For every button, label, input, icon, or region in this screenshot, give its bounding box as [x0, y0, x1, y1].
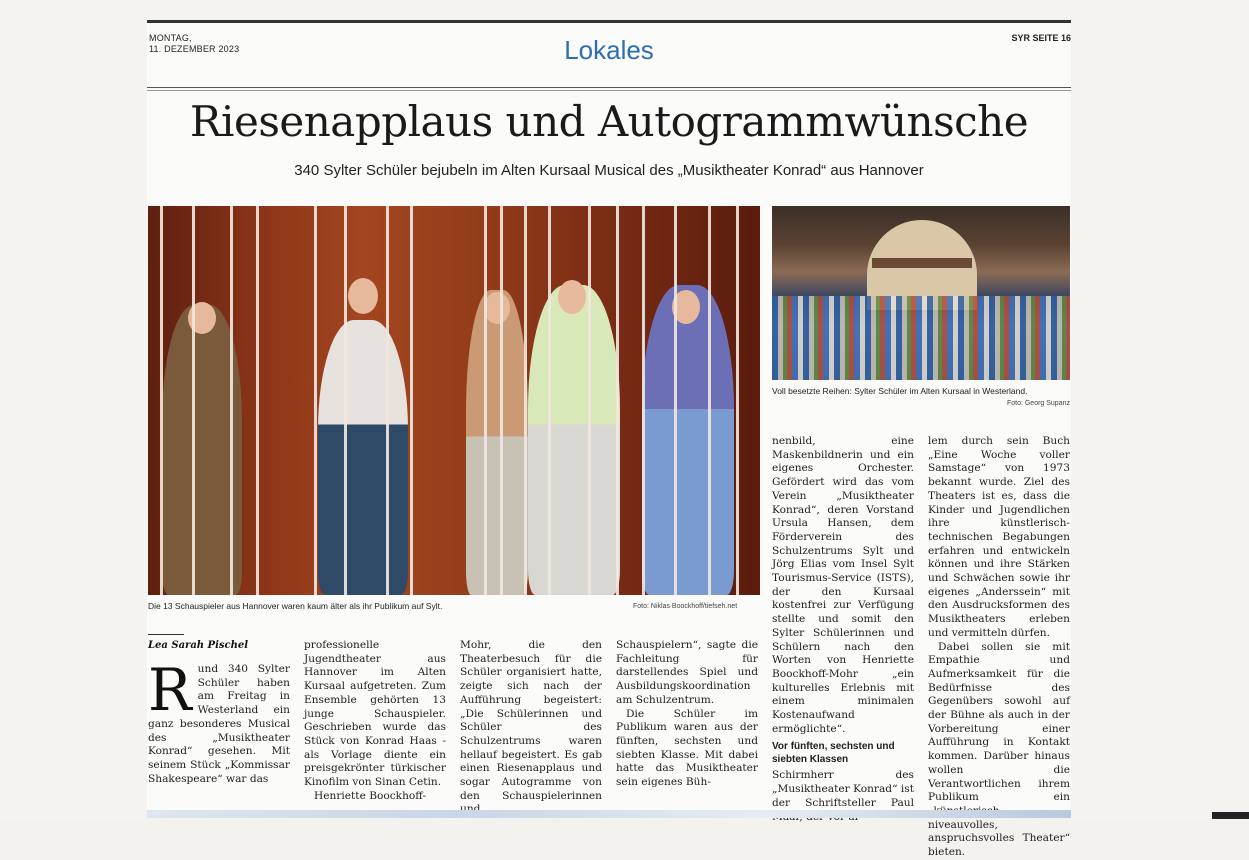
- column-6: [928, 435, 1070, 860]
- cage-bar: [230, 206, 233, 595]
- page-number: SYR SEITE 16: [1011, 33, 1071, 43]
- audience-photo-credit: Foto: Georg Supanz: [1006, 400, 1070, 407]
- scan-edge-band: [147, 810, 1071, 818]
- column-2-paragraph: professionelle Jugendtheater aus Hannover im Alten Kursaal aufgetreten. Zum Ensemble gehörten 13 junge Schauspieler. Geschrieben wurde das Stück von Konrad Haas - als Vorlage diente ein preisgekrönter türkischer Kinofilm von Sinan Cetin.: [304, 639, 446, 789]
- header-rule: [147, 87, 1071, 88]
- cage-bar: [500, 206, 503, 595]
- cage-bar: [410, 206, 413, 595]
- top-rule: [147, 20, 1071, 23]
- column-2-paragraph: Henriette Boockhoff-: [314, 789, 427, 802]
- column-3-paragraph: Mohr, die den Theaterbesuch für die Schüler organisiert hatte, zeigte sich nach der Aufführung begeistert: „Die Schülerinnen und Schüler des Schulzentrums waren hellauf begeistert. Es gab einen Riesenapplaus und sogar Autogramme von den Schauspielerinnen: [460, 639, 602, 802]
- scan-corner-mark: [1212, 812, 1249, 819]
- date-full: 11. DEZEMBER 2023: [149, 44, 240, 54]
- audience-photo-caption: Voll besetzte Reihen: Sylter Schüler im Alten Kursaal in Westerland.: [772, 386, 1028, 396]
- cage-bar: [524, 206, 527, 595]
- author-rule: [148, 634, 184, 635]
- date-weekday: MONTAG,: [149, 33, 192, 43]
- newspaper-page: [147, 20, 1071, 859]
- hall-balcony: [872, 258, 972, 268]
- column-4-paragraph: Die Schüler im Publikum waren aus der fünften, sechsten und siebten Klasse. Mit dabei hatte das Musiktheater sein eigenes Büh-: [616, 707, 758, 789]
- stage-photo: [148, 206, 760, 595]
- column-4-paragraph: Schauspielern“, sagte die Fachleitung für darstellendes Spiel und Ausbildungskoordination am Schulzentrum.: [616, 639, 758, 706]
- header-rule-secondary: [147, 90, 1071, 91]
- audience-crowd: [772, 296, 1070, 380]
- column-3: [460, 639, 602, 817]
- cage-bars: [148, 206, 760, 595]
- cage-bar: [192, 206, 195, 595]
- column-1: [148, 656, 290, 786]
- audience-photo: [772, 206, 1070, 380]
- cage-bar: [548, 206, 551, 595]
- cage-bar: [344, 206, 347, 595]
- cage-bar: [256, 206, 259, 595]
- column-6-paragraph: lem durch sein Buch „Eine Woche voller Samstage“ von 1973 bekannt wurde. Ziel des Theaters ist es, dass die Kinder und Jugendlichen ihre künstlerisch-technischen Begabungen erfahren und entwickeln können und ihre Stärken und Schwächen sowie ihr eigenes „Anderssein“ mit den Ausdrucksformen des Musiktheaters erleben und vermitteln dürfen.: [928, 435, 1070, 639]
- article-subheadline: 340 Sylter Schüler bejubeln im Alten Kursaal Musical des „Musiktheater Konrad“ aus Hannover: [294, 162, 924, 179]
- cage-bar: [386, 206, 389, 595]
- article-headline: Riesenapplaus und Autogrammwünsche: [189, 97, 1029, 146]
- cage-bar: [588, 206, 591, 595]
- author-byline: Lea Sarah Pischel: [148, 640, 249, 651]
- cage-bar: [674, 206, 677, 595]
- cage-bar: [642, 206, 645, 595]
- drop-cap: R: [148, 656, 192, 724]
- column-6-paragraph: Dabei sollen sie mit Empathie und Aufmerksamkeit für die Bedürfnisse des Gegenübers sowohl auf der Bühne als auch in der Vorbereitung einer Aufführung in Kontakt kommen. Darüber hinaus wollen die Verantwortlichen ihrem Publikum ein niveauvolles, anspruchsvolles Theater“ bieten.: [928, 640, 1070, 859]
- cage-bar: [160, 206, 163, 595]
- cage-bar: [736, 206, 739, 595]
- column-5: [772, 435, 914, 824]
- column-5-paragraph: nenbild, eine Maskenbildnerin und ein eigenes Orchester. Gefördert wird das vom Verein „Musiktheater Konrad“, deren Vorstand Ursula Hansen, dem Förderverein des Schulzentrums Sylt und Jörg Elias vom Insel Sylt Tourismus-Service (ISTS), der den Kursaal kostenfrei zur Verfügung stellte und somit den Sylter Schülerinnen und Schülern nach den Worten von Henriette Boockhoff-Mohr „ein kulturelles Erlebnis mit einem minimalen Kostenaufwand ermöglichte“.: [772, 435, 914, 735]
- column-5-subheading: Vor fünften, sechsten und siebten Klassen: [772, 741, 895, 766]
- cage-bar: [484, 206, 487, 595]
- cage-bar: [616, 206, 619, 595]
- stage-photo-caption: Die 13 Schauspieler aus Hannover waren kaum älter als ihr Publikum auf Sylt.: [148, 601, 443, 611]
- section-title: Lokales: [564, 35, 654, 65]
- stage-photo-credit: Foto: Niklas Boockhoff/tiefseh.net: [633, 603, 738, 610]
- column-4: [616, 639, 758, 790]
- column-2: [304, 639, 446, 803]
- cage-bar: [314, 206, 317, 595]
- column-1-text: und 340 Sylter Schüler haben am Freitag in Westerland ein ganz besonderes Musical des „Musiktheater Konrad“ gesehen. Mit seinem Stück „Kommissar Shakespeare“ war das: [148, 663, 290, 785]
- column-5-paragraph: Schirmherr des „Musiktheater Konrad“ ist der Schriftsteller Paul: [772, 769, 914, 809]
- cage-bar: [708, 206, 711, 595]
